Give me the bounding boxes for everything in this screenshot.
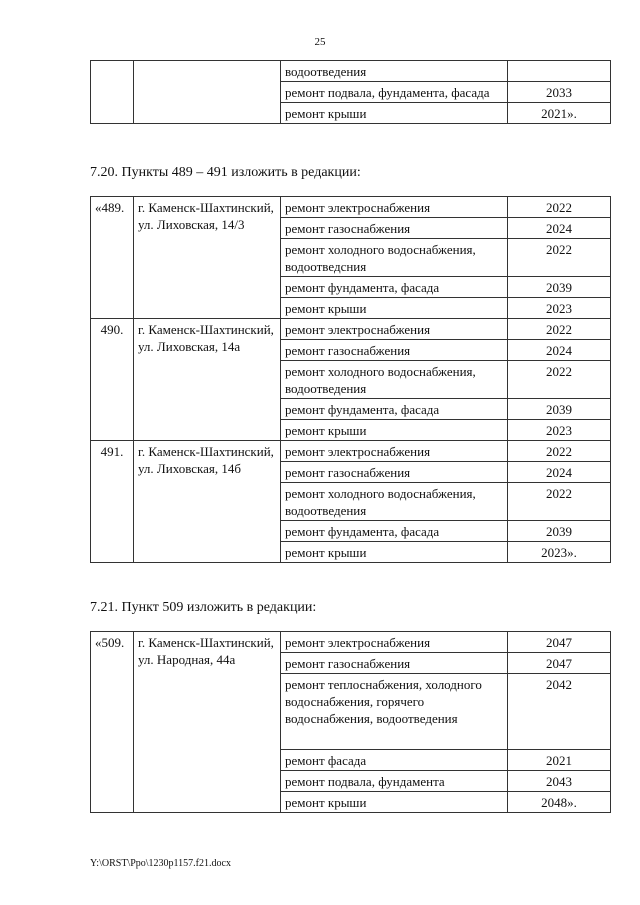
year-cell — [508, 61, 611, 82]
year-cell: 2023 — [508, 298, 611, 319]
work-cell: ремонт фундамента, фасада — [281, 521, 508, 542]
year-cell: 2024 — [508, 462, 611, 483]
work-cell: ремонт электроснабжения — [281, 441, 508, 462]
year-cell: 2047 — [508, 653, 611, 674]
year-cell: 2039 — [508, 277, 611, 298]
item-number: 490. — [91, 319, 134, 441]
table-row — [91, 61, 611, 82]
year-cell: 2022 — [508, 239, 611, 277]
section-heading-7-21: 7.21. Пункт 509 изложить в редакции: — [90, 600, 317, 615]
items-table-509 — [90, 631, 611, 813]
item-number: «489. — [91, 197, 134, 319]
work-cell: ремонт газоснабжения — [281, 462, 508, 483]
address-cell — [134, 61, 281, 124]
items-table-489-491 — [90, 196, 611, 563]
item-number: 491. — [91, 441, 134, 563]
year-cell: 2047 — [508, 632, 611, 653]
work-cell: ремонт холодного водоснабжения, водоотведсния — [281, 239, 508, 277]
work-cell: ремонт фундамента, фасада — [281, 277, 508, 298]
work-cell: ремонт электроснабжения — [281, 319, 508, 340]
item-address: г. Каменск-Шахтинский, ул. Лиховская, 14/3 — [134, 197, 281, 319]
work-cell: ремонт подвала, фундамента — [281, 771, 508, 792]
work-cell: ремонт газоснабжения — [281, 218, 508, 239]
work-cell: ремонт электроснабжения — [281, 632, 508, 653]
work-cell: ремонт фундамента, фасада — [281, 399, 508, 420]
work-cell: ремонт газоснабжения — [281, 340, 508, 361]
work-cell: ремонт подвала, фундамента, фасада — [281, 82, 508, 103]
number-cell — [91, 61, 134, 124]
year-cell: 2033 — [508, 82, 611, 103]
item-number: «509. — [91, 632, 134, 813]
year-cell: 2022 — [508, 197, 611, 218]
year-cell: 2039 — [508, 399, 611, 420]
section-heading-7-20: 7.20. Пункты 489 – 491 изложить в редакции: — [90, 165, 361, 180]
work-cell: ремонт холодного водоснабжения, водоотведения — [281, 361, 508, 399]
work-cell: ремонт электроснабжения — [281, 197, 508, 218]
work-cell: ремонт фасада — [281, 750, 508, 771]
work-cell: ремонт холодного водоснабжения, водоотведения — [281, 483, 508, 521]
year-cell: 2022 — [508, 319, 611, 340]
year-cell: 2039 — [508, 521, 611, 542]
table-row — [91, 319, 611, 340]
table-row — [91, 632, 611, 653]
year-cell: 2021». — [508, 103, 611, 124]
year-cell: 2048». — [508, 792, 611, 813]
work-cell: ремонт крыши — [281, 542, 508, 563]
table-row — [91, 197, 611, 218]
year-cell: 2024 — [508, 218, 611, 239]
work-cell: ремонт газоснабжения — [281, 653, 508, 674]
item-address: г. Каменск-Шахтинский, ул. Лиховская, 14а — [134, 319, 281, 441]
year-cell: 2022 — [508, 361, 611, 399]
item-address: г. Каменск-Шахтинский, ул. Народная, 44а — [134, 632, 281, 813]
work-cell: водоотведения — [281, 61, 508, 82]
footer-file-path: Y:\ORST\Ppo\1230p1157.f21.docx — [90, 858, 231, 869]
continuation-table — [90, 60, 611, 124]
table-row — [91, 441, 611, 462]
year-cell: 2042 — [508, 674, 611, 750]
year-cell: 2021 — [508, 750, 611, 771]
year-cell: 2043 — [508, 771, 611, 792]
work-cell: ремонт крыши — [281, 792, 508, 813]
work-cell: ремонт крыши — [281, 103, 508, 124]
page-number: 25 — [314, 36, 326, 48]
item-address: г. Каменск-Шахтинский, ул. Лиховская, 14б — [134, 441, 281, 563]
work-cell: ремонт крыши — [281, 298, 508, 319]
year-cell: 2022 — [508, 441, 611, 462]
work-cell: ремонт крыши — [281, 420, 508, 441]
year-cell: 2024 — [508, 340, 611, 361]
year-cell: 2023». — [508, 542, 611, 563]
year-cell: 2023 — [508, 420, 611, 441]
work-cell: ремонт теплоснабжения, холодного водоснабжения, горячего водоснабжения, водоотведения — [281, 674, 508, 750]
year-cell: 2022 — [508, 483, 611, 521]
